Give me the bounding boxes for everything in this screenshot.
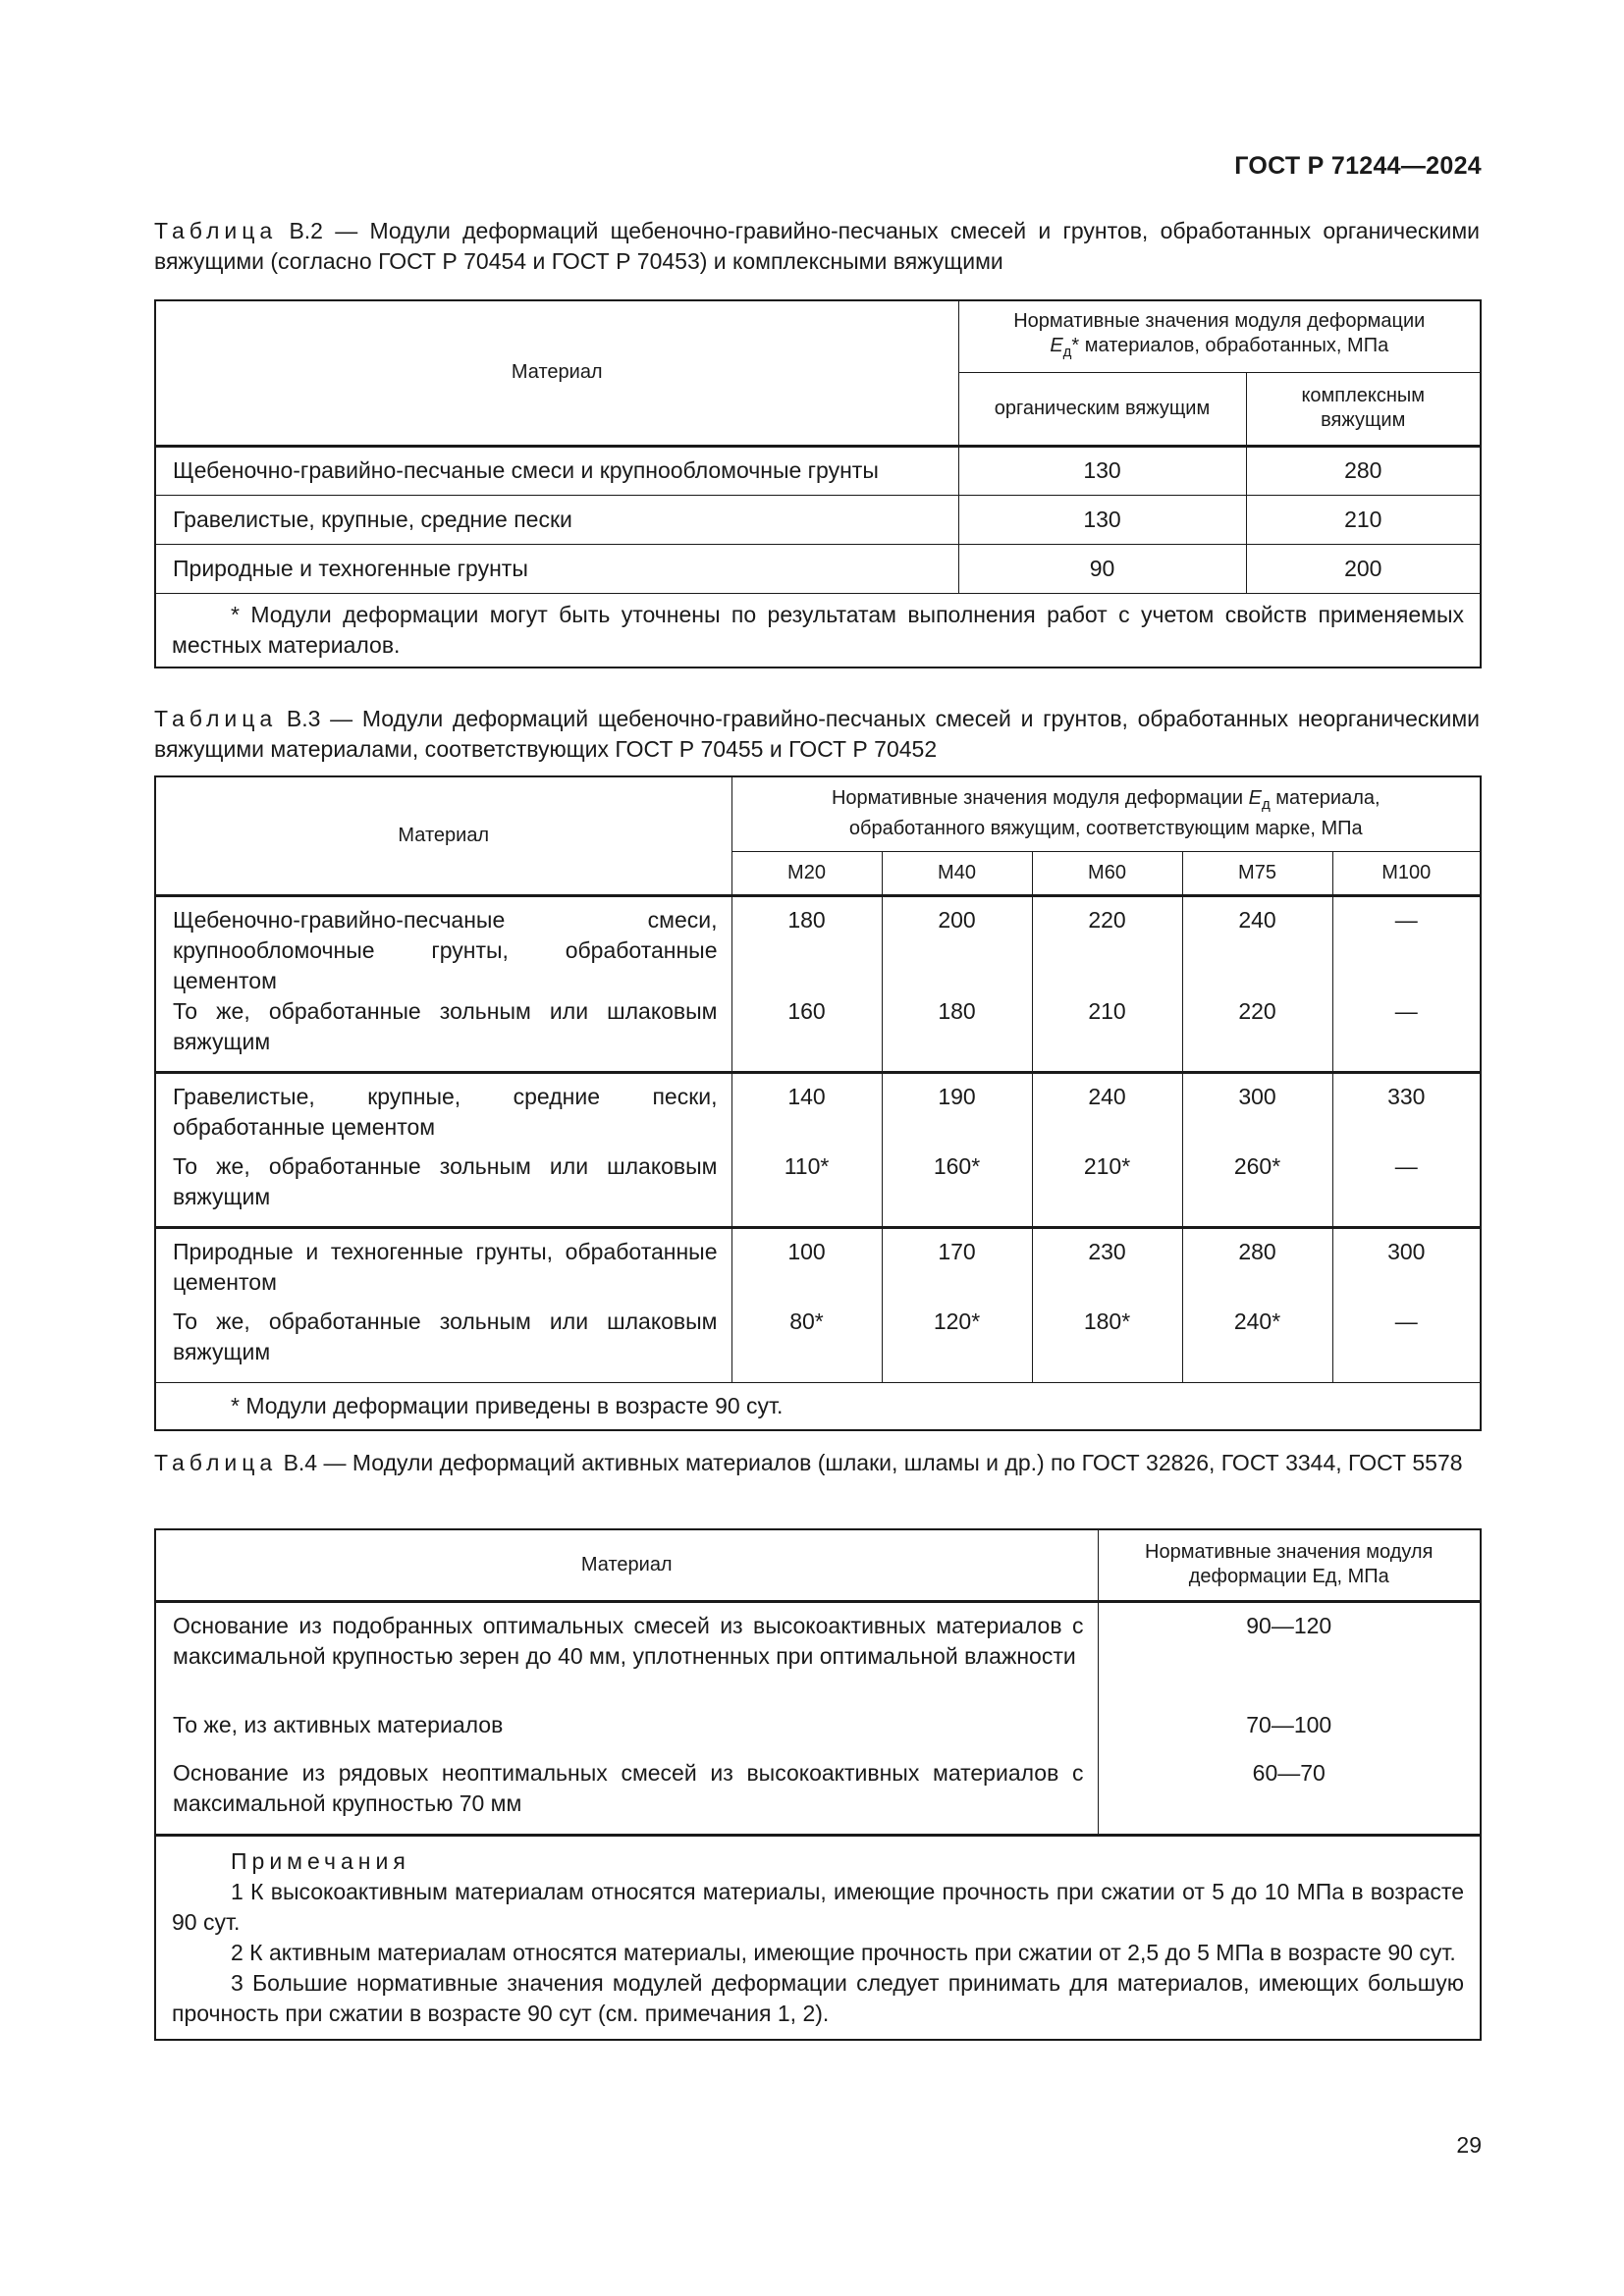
value-cell: 90 [958, 544, 1246, 593]
value-cell: 200 [1246, 544, 1481, 593]
value-cell: 220 [1182, 996, 1332, 1073]
table-row [155, 495, 1481, 544]
table-b3-caption [154, 704, 1480, 765]
value-cell: 130 [958, 446, 1246, 495]
value-cell: 200 [882, 895, 1032, 996]
table-row [155, 446, 1481, 495]
value-cell: 100 [731, 1228, 882, 1307]
value-cell: 240 [1032, 1073, 1182, 1151]
document-code: ГОСТ Р 71244—2024 [1234, 152, 1482, 180]
value-cell: 180 [731, 895, 882, 996]
value-cell: 210 [1032, 996, 1182, 1073]
value-cell: 240* [1182, 1307, 1332, 1383]
col-material-header: Материал [155, 776, 731, 895]
table-footnote: * Модули деформации приведены в возрасте 90 сут. [155, 1383, 1481, 1430]
table-b4 [154, 1528, 1482, 2041]
material-cell: То же, из активных материалов [155, 1710, 1098, 1758]
note-item: 2 К активным материалам относятся материалы, имеющие прочность при сжатии от 2,5 до 5 МПа в возрасте 90 сут. [231, 1939, 1456, 1965]
value-cell: 210* [1032, 1151, 1182, 1228]
table-row [155, 1758, 1481, 1835]
value-cell: 280 [1182, 1228, 1332, 1307]
value-cell: 190 [882, 1073, 1032, 1151]
caption-text: В.4 — Модули деформаций активных материалов (шлаки, шламы и др.) по ГОСТ 32826, ГОСТ 3344, ГОСТ 5578 [277, 1450, 1463, 1475]
value-cell: — [1332, 1307, 1481, 1383]
value-cell: 170 [882, 1228, 1032, 1307]
value-cell: 210 [1246, 495, 1481, 544]
material-cell: То же, обработанные зольным или шлаковым вяжущим [155, 996, 731, 1073]
material-cell: Природные и техногенные грунты [155, 544, 958, 593]
group-header: Нормативные значения модуля деформации $E_д$ материала, обработанного вяжущим, соответствующим марке, МПа [731, 776, 1481, 851]
table-footnote: * Модули деформации могут быть уточнены по результатам выполнения работ с учетом свойств применяемых местных материалов. [155, 593, 1481, 667]
value-cell: 160 [731, 996, 882, 1073]
material-cell: Основание из подобранных оптимальных смесей из высокоактивных материалов с максимальной крупностью зерен до 40 мм, уплотненных при оптимальной влажности [155, 1601, 1098, 1710]
value-cell: 240 [1182, 895, 1332, 996]
material-cell: Щебеночно-гравийно-песчаные смеси, крупнообломочные грунты, обработанные цементом [155, 895, 731, 996]
value-cell: 180* [1032, 1307, 1182, 1383]
grade-header-m100: М100 [1332, 851, 1481, 895]
note-item: 3 Большие нормативные значения модулей деформации следует принимать для материалов, имеющих большую прочность при сжатии в возрасте 90 сут (см. примечания 1, 2). [172, 1969, 1464, 2026]
col-organic-header: органическим вяжущим [958, 372, 1246, 446]
group-header: Нормативные значения модуля деформации $E_д*$ материалов, обработанных, МПа [958, 300, 1481, 372]
value-cell: 300 [1182, 1073, 1332, 1151]
table-row [155, 1228, 1481, 1307]
value-cell: 70—100 [1098, 1710, 1481, 1758]
material-cell: То же, обработанные зольным или шлаковым вяжущим [155, 1307, 731, 1383]
table-b4-caption [154, 1448, 1480, 1478]
value-cell: 280 [1246, 446, 1481, 495]
caption-text: В.3 — Модули деформаций щебеночно-гравийно-песчаных смесей и грунтов, обработанных неорганическими вяжущими материалами, соответствующих ГОСТ Р 70455 и ГОСТ Р 70452 [154, 706, 1480, 762]
note-item: 1 К высокоактивным материалам относятся материалы, имеющие прочность при сжатии от 5 до 10 МПа в возрасте 90 сут. [172, 1878, 1464, 1935]
value-cell: 230 [1032, 1228, 1182, 1307]
material-cell: Природные и техногенные грунты, обработанные цементом [155, 1228, 731, 1307]
value-cell: 130 [958, 495, 1246, 544]
value-cell: 160* [882, 1151, 1032, 1228]
grade-header-m40: М40 [882, 851, 1032, 895]
value-cell: 80* [731, 1307, 882, 1383]
page-number: 29 [1456, 2132, 1482, 2158]
material-cell: Щебеночно-гравийно-песчаные смеси и крупнообломочные грунты [155, 446, 958, 495]
table-row [155, 1307, 1481, 1383]
value-cell: — [1332, 996, 1481, 1073]
caption-label: Таблица [154, 218, 278, 243]
value-cell: 260* [1182, 1151, 1332, 1228]
table-notes [155, 1835, 1481, 2040]
value-cell: 180 [882, 996, 1032, 1073]
table-row [155, 996, 1481, 1073]
material-cell: То же, обработанные зольным или шлаковым вяжущим [155, 1151, 731, 1228]
col-material-header: Материал [155, 1529, 1098, 1601]
material-cell: Гравелистые, крупные, средние пески, обработанные цементом [155, 1073, 731, 1151]
value-cell: — [1332, 1151, 1481, 1228]
grade-header-m20: М20 [731, 851, 882, 895]
value-cell: 90—120 [1098, 1601, 1481, 1710]
grade-header-m60: М60 [1032, 851, 1182, 895]
value-cell: — [1332, 895, 1481, 996]
value-cell: 140 [731, 1073, 882, 1151]
table-row [155, 1601, 1481, 1710]
col-material-header: Материал [155, 300, 958, 446]
caption-text: В.2 — Модули деформаций щебеночно-гравийно-песчаных смесей и грунтов, обработанных органическими вяжущими (согласно ГОСТ Р 70454 и ГОСТ Р 70453) и комплексными вяжущими [154, 218, 1480, 274]
table-row [155, 1151, 1481, 1228]
notes-title: Примечания [231, 1847, 410, 1874]
table-row [155, 1710, 1481, 1758]
material-cell: Основание из рядовых неоптимальных смесей из высокоактивных материалов с максимальной крупностью 70 мм [155, 1758, 1098, 1835]
table-row [155, 1073, 1481, 1151]
grade-header-m75: М75 [1182, 851, 1332, 895]
table-b3 [154, 775, 1482, 1431]
value-cell: 220 [1032, 895, 1182, 996]
table-row [155, 544, 1481, 593]
value-cell: 300 [1332, 1228, 1481, 1307]
caption-label: Таблица [154, 706, 278, 731]
table-row [155, 895, 1481, 996]
value-cell: 120* [882, 1307, 1032, 1383]
caption-label: Таблица [154, 1450, 278, 1475]
col-complex-header: комплексным вяжущим [1246, 372, 1481, 446]
value-cell: 330 [1332, 1073, 1481, 1151]
material-cell: Гравелистые, крупные, средние пески [155, 495, 958, 544]
value-cell: 110* [731, 1151, 882, 1228]
col-value-header: Нормативные значения модуля деформации Ед, МПа [1098, 1529, 1481, 1601]
table-b2 [154, 299, 1482, 668]
table-b2-caption [154, 216, 1480, 277]
value-cell: 60—70 [1098, 1758, 1481, 1835]
